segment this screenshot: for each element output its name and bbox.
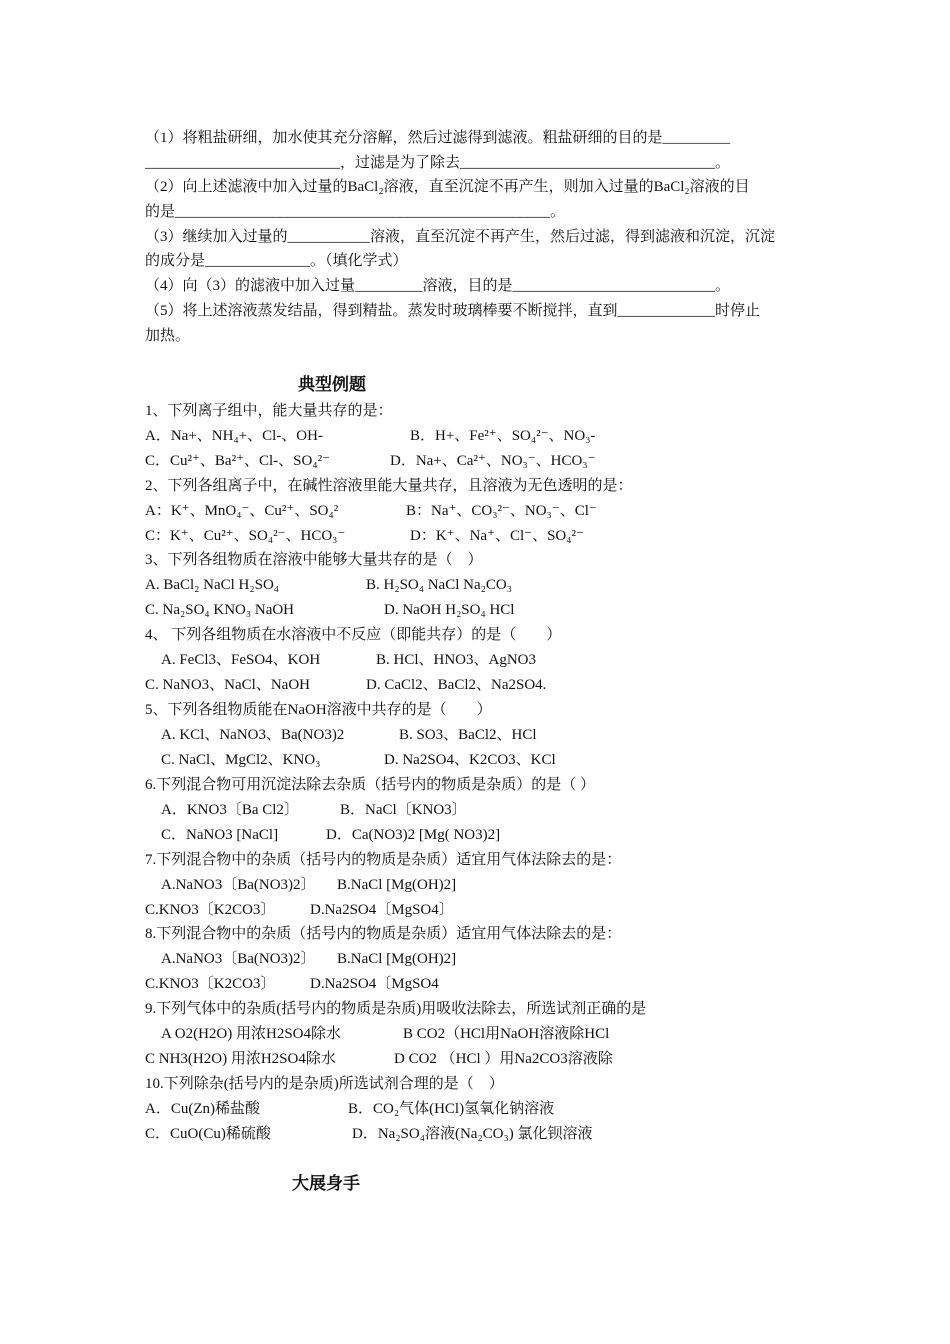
q9-option-c: C NH3(H2O) 用浓H2SO4除水 (145, 1051, 336, 1067)
q5-stem: 5、下列各组物质能在NaOH溶液中共存的是（ ） (145, 702, 492, 718)
q1-option-c: C．Cu²⁺、Ba²⁺、Cl-、SO₄²⁻ (145, 453, 330, 469)
q1-option-d: D．Na+、Ca²⁺、NO₃⁻、HCO₃⁻ (390, 453, 596, 469)
q8-option-b: B.NaCl [Mg(OH)2] (337, 951, 457, 967)
section-heading-typical-examples: 典型例题 (298, 375, 366, 394)
section-heading-show-your-skills: 大展身手 (292, 1174, 360, 1193)
q8-option-a: A.NaNO3〔Ba(NO3)2〕 (161, 951, 316, 967)
q6-option-d: D．Ca(NO3)2 [Mg( NO3)2] (326, 827, 501, 843)
q1-option-a: A．Na+、NH₄+、Cl-、OH- (145, 428, 323, 444)
q10-stem: 10.下列除杂(括号内的是杂质)所选试剂合理的是（ ） (145, 1076, 504, 1092)
q7-option-d: D.Na2SO4〔MgSO4〕 (310, 902, 454, 918)
q10-option-a: A．Cu(Zn)稀盐酸 (145, 1101, 260, 1117)
q9-option-d: D CO2 （HCl ）用Na2CO3溶液除 (394, 1051, 613, 1067)
q10-option-d: D．Na₂SO₄溶液(Na₂CO₃) 氯化钡溶液 (352, 1126, 593, 1142)
intro-line-4: 的是__________________________________________________。 (145, 204, 566, 220)
q10-option-b: B．CO₂气体(HCl)氢氧化钠溶液 (348, 1101, 555, 1117)
intro-line-7: （4）向（3）的滤液中加入过量_________溶液，目的是___________________________。 (145, 278, 731, 294)
q7-option-c: C.KNO3〔K2CO3〕 (145, 902, 276, 918)
q4-stem: 4、 下列各组物质在水溶液中不反应（即能共存）的是（ ） (145, 627, 562, 643)
q9-stem: 9.下列气体中的杂质(括号内的物质是杂质)用吸收法除去，所选试剂正确的是 (145, 1001, 647, 1017)
intro-line-1: （1）将粗盐研细，加水使其充分溶解，然后过滤得到滤液。粗盐研细的目的是_________ (145, 130, 731, 146)
q5-option-d: D. Na2SO4、K2CO3、KCl (384, 752, 556, 768)
intro-line-8: （5）将上述溶液蒸发结晶，得到精盐。蒸发时玻璃棒要不断搅拌，直到_____________时停止 (145, 303, 761, 319)
q4-option-d: D. CaCl2、BaCl2、Na2SO4. (366, 677, 547, 693)
q6-stem: 6.下列混合物可用沉淀法除去杂质（括号内的物质是杂质）的是（ ） (145, 777, 596, 793)
q3-option-b: B. H₂SO₄ NaCl Na₂CO₃ (366, 577, 512, 593)
intro-line-3: （2）向上述滤液中加入过量的BaCl₂溶液，直至沉淀不再产生，则加入过量的BaCl₂溶液的目 (145, 179, 750, 195)
q9-option-a: A O2(H2O) 用浓H2SO4除水 (161, 1026, 342, 1042)
q7-option-a: A.NaNO3〔Ba(NO3)2〕 (161, 877, 316, 893)
q5-option-a: A. KCl、NaNO3、Ba(NO3)2 (161, 727, 345, 743)
q3-option-c: C. Na₂SO₄ KNO₃ NaOH (145, 602, 295, 618)
q4-option-b: B. HCl、HNO3、AgNO3 (376, 652, 537, 668)
q4-option-a: A. FeCl3、FeSO4、KOH (161, 652, 321, 668)
q6-option-c: C．NaNO3 [NaCl] (161, 827, 279, 843)
q6-option-b: B．NaCl〔KNO3〕 (340, 802, 467, 818)
q2-stem: 2、下列各组离子中，在碱性溶液里能大量共存，且溶液为无色透明的是： (145, 478, 633, 494)
q3-option-a: A. BaCl₂ NaCl H₂SO₄ (145, 577, 280, 593)
q1-stem: 1、下列离子组中，能大量共存的是： (145, 403, 393, 419)
q8-option-c: C.KNO3〔K2CO3〕 (145, 976, 276, 992)
q7-stem: 7.下列混合物中的杂质（括号内的物质是杂质）适宜用气体法除去的是： (145, 852, 622, 868)
q2-option-d: D：K⁺、Na⁺、Cl⁻、SO₄²⁻ (410, 528, 584, 544)
intro-line-2: __________________________，过滤是为了除去__________________________________。 (145, 155, 731, 171)
q2-option-c: C：K⁺、Cu²⁺、SO₄²⁻、HCO₃⁻ (145, 528, 346, 544)
q5-option-b: B. SO3、BaCl2、HCl (399, 727, 537, 743)
q4-option-c: C. NaNO3、NaCl、NaOH (145, 677, 310, 693)
q3-stem: 3、下列各组物质在溶液中能够大量共存的是（ ） (145, 552, 483, 568)
q6-option-a: A．KNO3〔Ba Cl2〕 (161, 802, 299, 818)
q8-option-d: D.Na2SO4〔MgSO4 (310, 976, 439, 992)
q7-option-b: B.NaCl [Mg(OH)2] (337, 877, 457, 893)
q2-option-a: A：K⁺、MnO₄⁻、Cu²⁺、SO₄² (145, 503, 339, 519)
q5-option-c: C. NaCl、MgCl2、KNO₃ (161, 752, 321, 768)
q9-option-b: B CO2（HCl用NaOH溶液除HCl (403, 1026, 610, 1042)
q1-option-b: B．H+、Fe²⁺、SO₄²⁻、NO₃- (410, 428, 596, 444)
q3-option-d: D. NaOH H₂SO₄ HCl (384, 602, 515, 618)
q2-option-b: B：Na⁺、CO₃²⁻、NO₃⁻、Cl⁻ (406, 503, 597, 519)
intro-line-5: （3）继续加入过量的___________溶液，直至沉淀不再产生，然后过滤，得到滤液和沉淀，沉淀 (145, 229, 776, 245)
intro-line-6: 的成分是______________。（填化学式） (145, 253, 408, 269)
intro-line-9: 加热。 (145, 328, 191, 344)
q8-stem: 8.下列混合物中的杂质（括号内的物质是杂质）适宜用气体法除去的是： (145, 926, 622, 942)
q10-option-c: C．CuO(Cu)稀硫酸 (145, 1126, 271, 1142)
